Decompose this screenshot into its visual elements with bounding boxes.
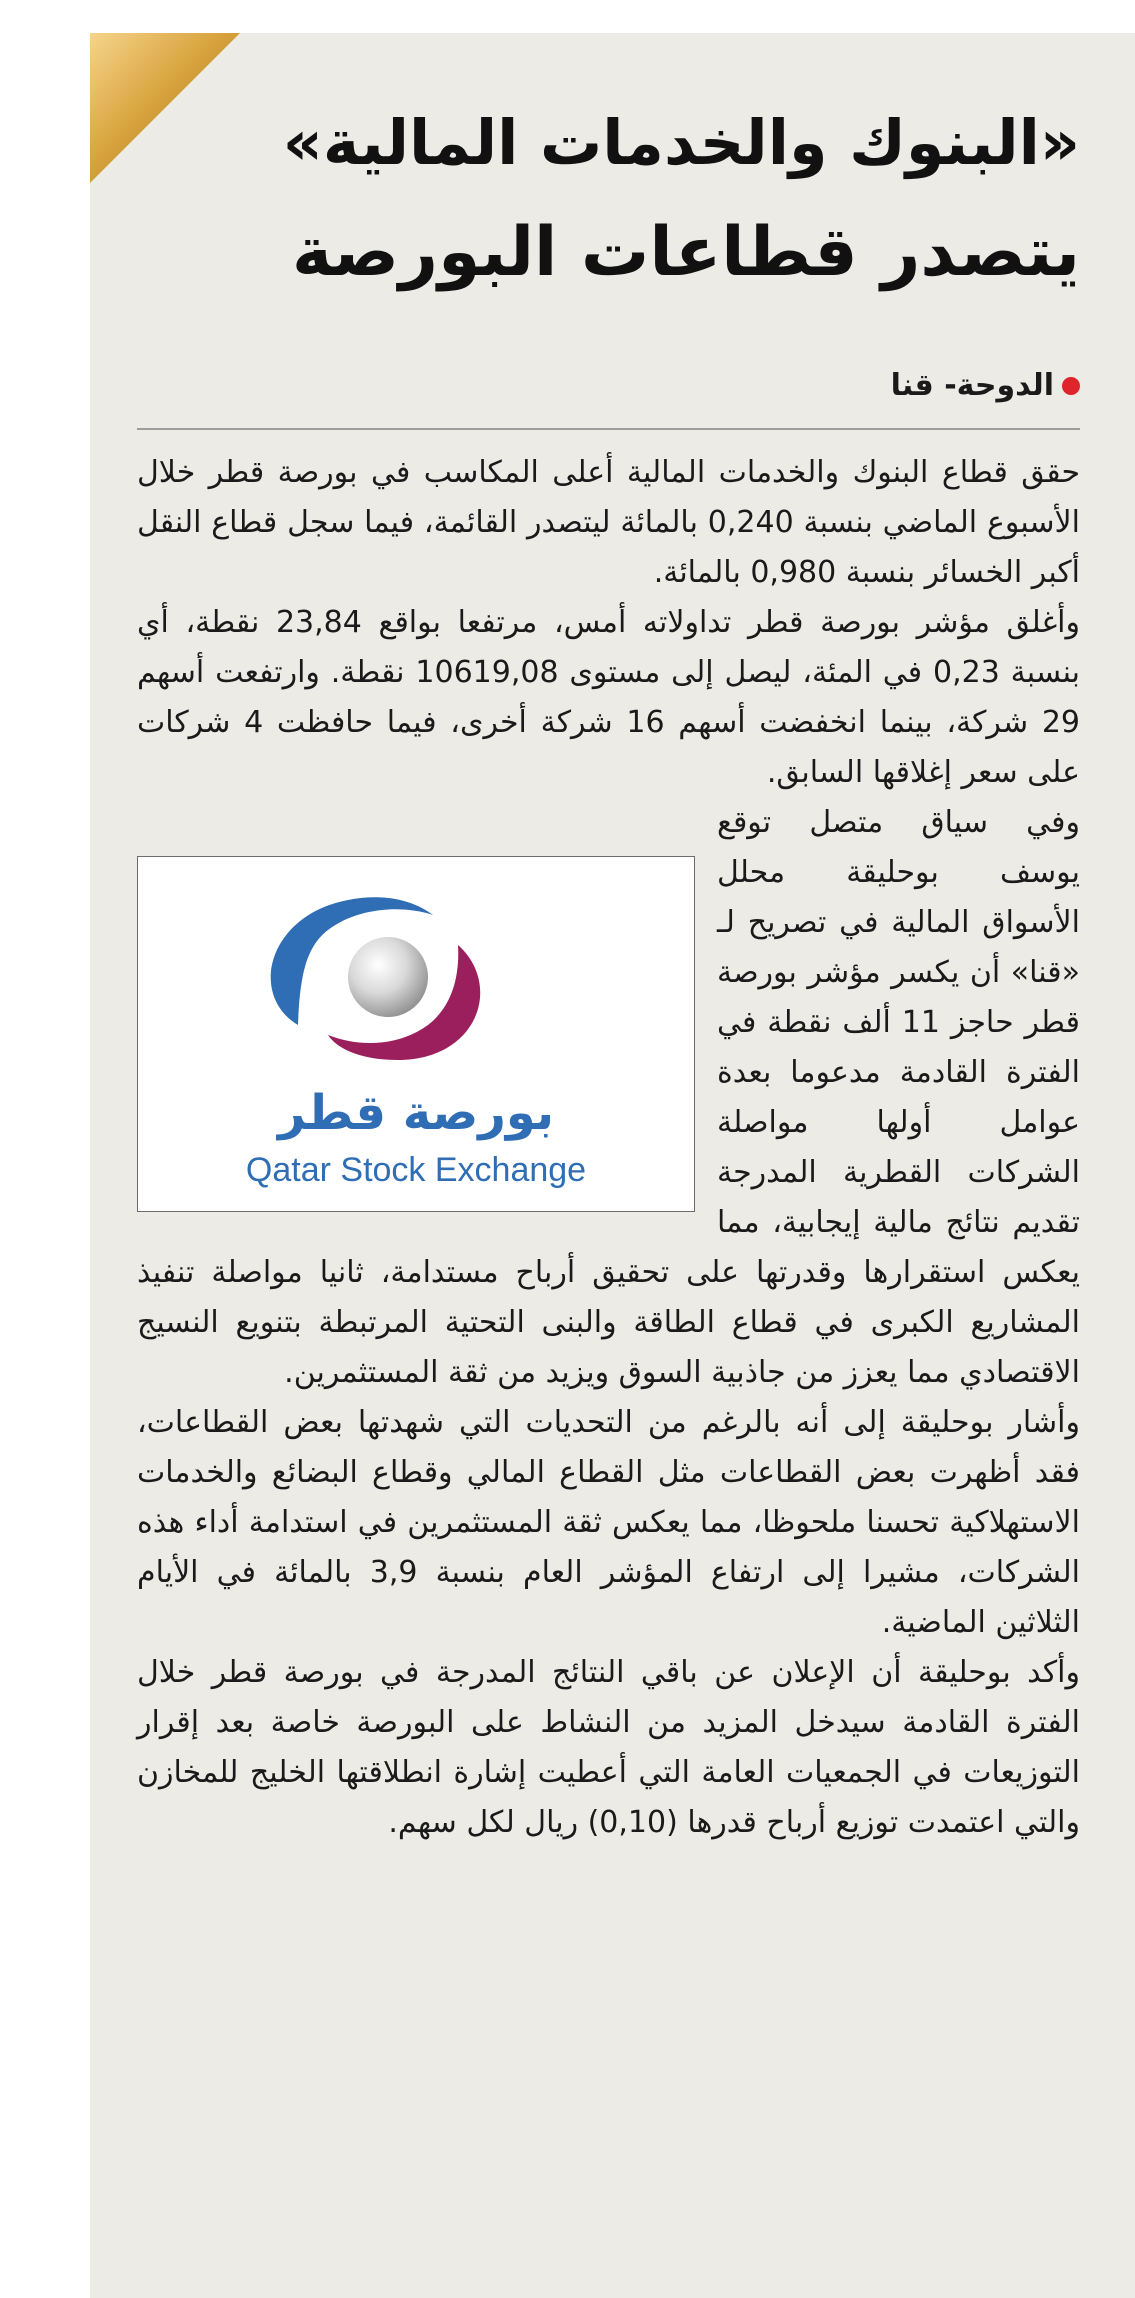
byline-divider (137, 428, 1080, 430)
headline-line-2: يتصدر قطاعات البورصة (291, 213, 1080, 292)
qse-logo-mark-icon (228, 875, 518, 1070)
qatar-stock-exchange-logo-image (137, 856, 695, 1212)
logo-english-text: Qatar Stock Exchange (245, 1151, 587, 1189)
article-page (90, 33, 1135, 2298)
article-paragraph: وأغلق مؤشر بورصة قطر تداولاته أمس، مرتفعا بواقع 23,84 نقطة، أي بنسبة 0,23 في المئة، ليصل إلى مستوى 10619,08 نقطة. وارتفعت أسهم 29 شركة، بينما انخفضت أسهم 16 شركة أخرى، فيما حافظت 4 شركات على سعر إغلاقها السابق. (137, 605, 1080, 790)
bullet-dot-icon (1062, 377, 1080, 395)
article-paragraph: وفي سياق متصل توقع يوسف بوحليقة محلل الأسواق المالية في تصريح لـ «قنا» أن يكسر مؤشر بورصة قطر حاجز 11 ألف نقطة في الفترة القادمة مدعوما بعدة عوامل أولها مواصلة الشركات القطرية المدرجة تقديم نتائج مالية إيجابية، مما يعكس استقرارها وقدرتها على تحقيق أرباح مستدامة، ثانيا مواصلة تنفيذ المشاريع الكبرى في قطاع الطاقة والبنى التحتية المرتبطة بتنويع النسيج الاقتصادي مما يعزز من جاذبية السوق ويزيد من ثقة المستثمرين. (137, 805, 1081, 1390)
article-paragraph: حقق قطاع البنوك والخدمات المالية أعلى المكاسب في بورصة قطر خلال الأسبوع الماضي بنسبة 0,240 بالمائة ليتصدر القائمة، فيما سجل قطاع النقل أكبر الخسائر بنسبة 0,980 بالمائة. (137, 455, 1080, 590)
article-body (137, 448, 1080, 1848)
article-paragraph: وأشار بوحليقة إلى أنه بالرغم من التحديات التي شهدتها بعض القطاعات، فقد أظهرت بعض القطاعات مثل القطاع المالي وقطاع البضائع والخدمات الاستهلاكية تحسنا ملحوظا، مما يعكس ثقة المستثمرين في استدامة أداء هذه الشركات، مشيرا إلى ارتفاع المؤشر العام بنسبة 3,9 بالمائة في الأيام الثلاثين الماضية. (137, 1405, 1080, 1640)
article-paragraph: وأكد بوحليقة أن الإعلان عن باقي النتائج المدرجة في بورصة قطر خلال الفترة القادمة سيدخل المزيد من النشاط على البورصة خاصة بعد إقرار التوزيعات في الجمعيات العامة التي أعطيت إشارة انطلاقتها الخليج للمخازن والتي اعتمدت توزيع أرباح قدرها (0,10) ريال لكل سهم. (137, 1655, 1080, 1840)
article-headline (180, 88, 1080, 308)
logo-arabic-text: بورصة قطر (278, 1085, 554, 1141)
byline-text: الدوحة- قنا (890, 368, 1054, 403)
byline (891, 368, 1080, 403)
headline-line-1: «البنوك والخدمات المالية» (282, 106, 1080, 179)
